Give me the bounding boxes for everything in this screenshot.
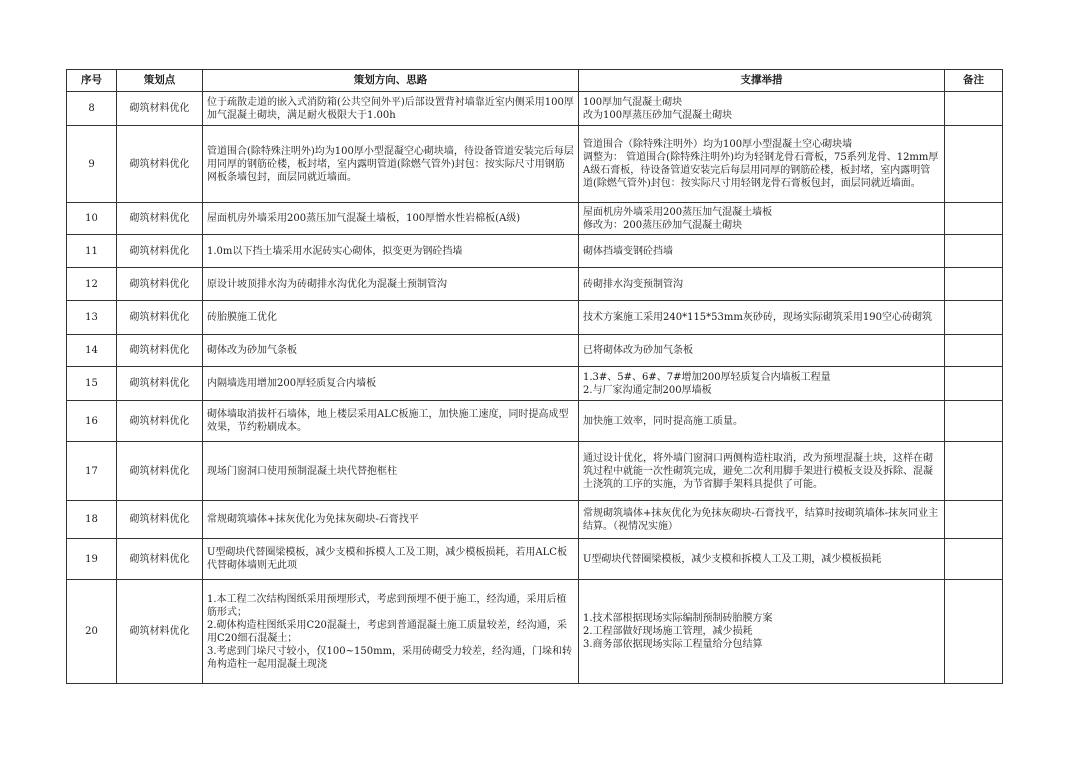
row-support: 1.3#、5#、6#、7#增加200厚轻质复合内墙板工程量 2.与厂家沟通定制200厚墙板 — [579, 367, 945, 401]
row-direction: 常规砌筑墙体+抹灰优化为免抹灰砌块-石膏找平 — [203, 501, 579, 539]
row-direction: 现场门窗洞口使用预制混凝土块代替抱框柱 — [203, 442, 579, 501]
header-direction: 策划方向、思路 — [203, 70, 579, 92]
row-seq: 15 — [67, 367, 117, 401]
row-seq: 20 — [67, 580, 117, 684]
row-note — [945, 92, 1003, 126]
row-note — [945, 539, 1003, 580]
row-point: 砌筑材料优化 — [117, 335, 203, 367]
row-point: 砌筑材料优化 — [117, 235, 203, 268]
header-support: 支撑举措 — [579, 70, 945, 92]
row-support: 1.技术部根据现场实际编制预制砖胎膜方案 2.工程部做好现场施工管理，减少损耗 3.商务部依据现场实际工程量给分包结算 — [579, 580, 945, 684]
row-note — [945, 401, 1003, 442]
row-support: 100厚加气混凝土砌块 改为100厚蒸压砂加气混凝土砌块 — [579, 92, 945, 126]
table-row — [67, 92, 1003, 126]
row-seq: 19 — [67, 539, 117, 580]
row-support: 已将砌体改为砂加气条板 — [579, 335, 945, 367]
row-direction: 砌体墙取消拔杆石墙体，地上楼层采用ALC板施工，加快施工速度，同时提高成型效果，节约粉刷成本。 — [203, 401, 579, 442]
row-point: 砌筑材料优化 — [117, 401, 203, 442]
row-note — [945, 501, 1003, 539]
row-direction: 内隔墙选用增加200厚轻质复合内墙板 — [203, 367, 579, 401]
row-support: 砖砌排水沟变预制管沟 — [579, 268, 945, 301]
row-note — [945, 268, 1003, 301]
table-row — [67, 501, 1003, 539]
row-support: 通过设计优化，将外墙门窗洞口两侧构造柱取消，改为预埋混凝土块，这样在砌筑过程中就能一次性砌筑完成，避免二次利用脚手架进行模板支设及拆除、混凝土浇筑的工序的实施，为节省脚手架料具提供了可能。 — [579, 442, 945, 501]
header-seq: 序号 — [67, 70, 117, 92]
table-row — [67, 442, 1003, 501]
table-row — [67, 580, 1003, 684]
row-note — [945, 203, 1003, 235]
row-point: 砌筑材料优化 — [117, 126, 203, 203]
row-point: 砌筑材料优化 — [117, 367, 203, 401]
header-row — [67, 70, 1003, 92]
row-support: 常规砌筑墙体+抹灰优化为免抹灰砌块-石膏找平，结算时按砌筑墙体-抹灰同业主结算。（视情况实施） — [579, 501, 945, 539]
row-seq: 12 — [67, 268, 117, 301]
table-row — [67, 203, 1003, 235]
row-seq: 13 — [67, 301, 117, 335]
table-row — [67, 301, 1003, 335]
row-support: 屋面机房外墙采用200蒸压加气混凝土墙板 修改为：200蒸压砂加气混凝土砌块 — [579, 203, 945, 235]
table-row — [67, 126, 1003, 203]
row-note — [945, 367, 1003, 401]
plan-table — [66, 69, 1003, 684]
row-seq: 18 — [67, 501, 117, 539]
row-seq: 17 — [67, 442, 117, 501]
row-support: 砌体挡墙变钢砼挡墙 — [579, 235, 945, 268]
row-support: 加快施工效率，同时提高施工质量。 — [579, 401, 945, 442]
row-direction: 砌体改为砂加气条板 — [203, 335, 579, 367]
table-row — [67, 367, 1003, 401]
row-note — [945, 442, 1003, 501]
row-point: 砌筑材料优化 — [117, 501, 203, 539]
table-row — [67, 268, 1003, 301]
row-seq: 16 — [67, 401, 117, 442]
row-seq: 8 — [67, 92, 117, 126]
row-direction: 屋面机房外墙采用200蒸压加气混凝土墙板，100厚憎水性岩棉板(A级) — [203, 203, 579, 235]
row-point: 砌筑材料优化 — [117, 539, 203, 580]
row-direction: U型砌块代替圈梁模板，减少支模和拆模人工及工期，减少模板损耗，若用ALC板代替砌体墙则无此项 — [203, 539, 579, 580]
row-note — [945, 301, 1003, 335]
row-note — [945, 126, 1003, 203]
header-point: 策划点 — [117, 70, 203, 92]
row-seq: 9 — [67, 126, 117, 203]
row-direction: 管道围合(除特殊注明外)均为100厚小型混凝空心砌块墙，待设备管道安装完后每层用同厚的钢筋砼楼，板封堵，室内露明管道(除燃气管外)封包：按实际尺寸用钢筋网板条墙包封，面层同就近墙面。 — [203, 126, 579, 203]
row-point: 砌筑材料优化 — [117, 580, 203, 684]
row-point: 砌筑材料优化 — [117, 203, 203, 235]
table-row — [67, 539, 1003, 580]
row-support: U型砌块代替圈梁模板，减少支模和拆模人工及工期，减少模板损耗 — [579, 539, 945, 580]
row-seq: 14 — [67, 335, 117, 367]
row-support: 技术方案施工采用240*115*53mm灰砂砖，现场实际砌筑采用190空心砖砌筑 — [579, 301, 945, 335]
row-point: 砌筑材料优化 — [117, 301, 203, 335]
row-note — [945, 580, 1003, 684]
row-direction: 位于疏散走道的嵌入式消防箱(公共空间外平)后部设置背衬墙靠近室内侧采用100厚加气混凝土砌块，满足耐火极限大于1.00h — [203, 92, 579, 126]
table-row — [67, 335, 1003, 367]
row-seq: 10 — [67, 203, 117, 235]
table-row — [67, 401, 1003, 442]
table-row — [67, 235, 1003, 268]
row-note — [945, 235, 1003, 268]
row-seq: 11 — [67, 235, 117, 268]
row-direction: 1.本工程二次结构图纸采用预埋形式，考虑到预埋不便于施工，经沟通，采用后植筋形式； 2.砌体构造柱图纸采用C20混凝土，考虑到普通混凝土施工质量较差，经沟通，采用C20细石混凝土； 3.考虑到门垛尺寸较小，仅100~150mm，采用砖砌受力较差，经沟通，门垛和转角构造柱一起用混凝土现浇 — [203, 580, 579, 684]
row-support: 管道围合（除特殊注明外）均为100厚小型混凝土空心砌块墙 调整为： 管道围合(除特殊注明外)均为轻钢龙骨石膏板，75系列龙骨、12mm厚A级石膏板，待设备管道安装完后每层用同厚的钢筋砼楼，板封堵，室内露明管道(除燃气管外)封包：按实际尺寸用轻钢龙骨石膏板包封，面层同就近墙面。 — [579, 126, 945, 203]
row-note — [945, 335, 1003, 367]
row-direction: 原设计坡顶排水沟为砖砌排水沟优化为混凝土预制管沟 — [203, 268, 579, 301]
row-point: 砌筑材料优化 — [117, 92, 203, 126]
row-direction: 砖胎膜施工优化 — [203, 301, 579, 335]
row-point: 砌筑材料优化 — [117, 442, 203, 501]
header-note: 备注 — [945, 70, 1003, 92]
row-direction: 1.0m以下挡土墙采用水泥砖实心砌体，拟变更为钢砼挡墙 — [203, 235, 579, 268]
row-point: 砌筑材料优化 — [117, 268, 203, 301]
